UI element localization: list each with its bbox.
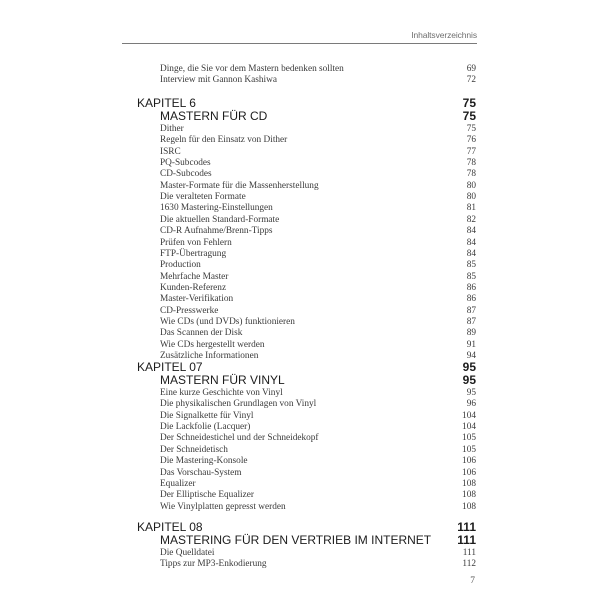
chapter-number-page: 75 xyxy=(462,96,476,110)
chapter-number-row xyxy=(0,361,600,373)
toc-entry xyxy=(0,502,600,514)
toc-entry xyxy=(0,340,600,352)
toc-entry-page: 75 xyxy=(466,124,476,134)
toc-entry-page: 105 xyxy=(462,433,476,444)
toc-entry-page: 96 xyxy=(466,399,476,410)
toc-entry-page: 85 xyxy=(466,271,476,282)
toc-entry-page: 87 xyxy=(466,317,476,327)
toc-entry-title: Tipps zur MP3-Enkodierung xyxy=(160,559,267,570)
toc-entry-title: Eine kurze Geschichte von Vinyl xyxy=(160,388,283,398)
toc-entry-page: 80 xyxy=(466,192,476,203)
toc-entry-page: 84 xyxy=(466,226,476,237)
toc-entry-page: 108 xyxy=(462,501,476,512)
toc-entry xyxy=(0,260,600,272)
toc-entry-title: Die Mastering-Konsole xyxy=(160,456,248,467)
toc-entry xyxy=(0,468,600,480)
toc-entry-page: 87 xyxy=(466,305,476,316)
toc-entry-title: Interview mit Gannon Kashiwa xyxy=(160,75,277,86)
toc-entry-title: Mehrfache Master xyxy=(160,271,229,282)
toc-entry xyxy=(0,215,600,227)
toc-entry xyxy=(0,399,600,411)
toc-entry-page: 81 xyxy=(466,203,476,214)
toc-entry-title: Production xyxy=(160,260,201,271)
chapter-title-row xyxy=(0,374,600,386)
chapter-title-page: 75 xyxy=(462,109,476,123)
chapter-number-page: 95 xyxy=(462,360,476,374)
toc-entry xyxy=(0,433,600,445)
toc-entry-page: 78 xyxy=(466,169,476,180)
toc-entry xyxy=(0,445,600,457)
chapter-title: MASTERING FÜR DEN VERTRIEB IM INTERNET xyxy=(160,533,432,547)
toc-entry-page: 108 xyxy=(462,490,476,501)
toc-entry xyxy=(0,75,600,87)
toc-entry-page: 111 xyxy=(462,548,476,558)
chapter-title-row xyxy=(0,534,600,546)
toc-entry xyxy=(0,64,600,76)
toc-entry xyxy=(0,135,600,147)
chapter-title-page: 111 xyxy=(457,533,476,547)
toc-entry-title: CD-R Aufnahme/Brenn-Tipps xyxy=(160,226,273,237)
toc-entry-page: 84 xyxy=(466,248,476,259)
toc-entry-page: 78 xyxy=(466,158,476,168)
toc-entry xyxy=(0,249,600,261)
chapter-title: MASTERN FÜR VINYL xyxy=(160,373,285,387)
toc-entry-page: 105 xyxy=(462,444,476,455)
chapter-title: MASTERN FÜR CD xyxy=(160,109,268,123)
toc-entry-page: 104 xyxy=(462,422,476,433)
toc-entry-title: Der Schneidetisch xyxy=(160,444,228,455)
toc-entry xyxy=(0,411,600,423)
toc-entry xyxy=(0,169,600,181)
toc-entry xyxy=(0,548,600,560)
toc-entry-title: CD-Presswerke xyxy=(160,305,219,316)
toc-entry-title: ISRC xyxy=(160,146,181,157)
toc-entry-title: Die Signalkette für Vinyl xyxy=(160,410,254,421)
toc-entry xyxy=(0,272,600,284)
chapter-number-row xyxy=(0,97,600,109)
toc-entry-title: CD-Subcodes xyxy=(160,169,212,180)
toc-entry-page: 104 xyxy=(462,410,476,421)
toc-entry-page: 108 xyxy=(462,478,476,489)
toc-entry xyxy=(0,479,600,491)
chapter-title-page: 95 xyxy=(462,373,476,387)
toc-entry-page: 76 xyxy=(466,135,476,146)
toc-entry-page: 85 xyxy=(466,260,476,271)
chapter-number: KAPITEL 07 xyxy=(137,360,203,374)
toc-entry-page: 86 xyxy=(466,294,476,305)
chapter-number-row xyxy=(0,521,600,533)
chapter-number-page: 111 xyxy=(457,520,476,534)
running-head-title: Inhaltsverzeichnis xyxy=(411,30,477,40)
toc-entry-title: Die veralteten Formate xyxy=(160,192,246,203)
toc-entry xyxy=(0,192,600,204)
toc-entry-title: Der Elliptische Equalizer xyxy=(160,490,254,501)
toc-entry-title: Der Schneidestichel und der Schneidekopf xyxy=(160,433,319,444)
header-rule xyxy=(122,43,477,44)
toc-entry-page: 106 xyxy=(462,467,476,478)
toc-entry-title: Dinge, die Sie vor dem Mastern bedenken sollten xyxy=(160,64,344,74)
toc-entry xyxy=(0,158,600,170)
toc-entry-title: Das Scannen der Disk xyxy=(160,328,243,339)
toc-entry xyxy=(0,456,600,468)
toc-entry-title: Zusätzliche Informationen xyxy=(160,351,259,361)
toc-entry xyxy=(0,559,600,571)
toc-entry xyxy=(0,238,600,250)
toc-entry-page: 77 xyxy=(466,146,476,157)
toc-entry-title: Prüfen von Fehlern xyxy=(160,237,232,248)
toc-entry-page: 69 xyxy=(466,64,476,74)
toc-entry-title: Master-Verifikation xyxy=(160,294,234,305)
toc-entry xyxy=(0,328,600,340)
toc-entry xyxy=(0,490,600,502)
toc-entry xyxy=(0,283,600,295)
toc-entry-title: Die aktuellen Standard-Formate xyxy=(160,214,280,225)
toc-entry-page: 84 xyxy=(466,237,476,248)
toc-entry-title: Dither xyxy=(160,124,184,134)
toc-entry-page: 72 xyxy=(466,75,476,86)
toc-entry-title: Die Quelldatei xyxy=(160,548,215,558)
toc-entry-page: 86 xyxy=(466,282,476,293)
toc-entry xyxy=(0,294,600,306)
chapter-title-row xyxy=(0,110,600,122)
page-number: 7 xyxy=(470,576,475,586)
toc-entry-title: Kunden-Referenz xyxy=(160,282,227,293)
toc-entry-page: 112 xyxy=(462,559,476,570)
toc-entry xyxy=(0,181,600,193)
toc-entry-page: 80 xyxy=(466,180,476,191)
toc-entry-title: Wie Vinylplatten gepresst werden xyxy=(160,501,286,512)
toc-entry xyxy=(0,124,600,136)
toc-entry-title: Master-Formate für die Massenherstellung xyxy=(160,180,319,191)
toc-entry-title: Wie CDs (und DVDs) funktionieren xyxy=(160,317,295,327)
chapter-number: KAPITEL 6 xyxy=(137,96,196,110)
toc-entry-title: Regeln für den Einsatz von Dither xyxy=(160,135,288,146)
toc-entry-title: Die physikalischen Grundlagen von Vinyl xyxy=(160,399,317,410)
toc-entry-title: Equalizer xyxy=(160,478,196,489)
toc-entry-title: FTP-Übertragung xyxy=(160,248,227,259)
toc-entry-title: Das Vorschau-System xyxy=(160,467,242,478)
toc-entry xyxy=(0,317,600,329)
chapter-number: KAPITEL 08 xyxy=(137,520,203,534)
toc-entry-page: 95 xyxy=(466,388,476,398)
toc-entry-title: Die Lackfolie (Lacquer) xyxy=(160,422,251,433)
toc-entry xyxy=(0,203,600,215)
toc-entry xyxy=(0,388,600,400)
toc-entry-page: 106 xyxy=(462,456,476,467)
toc-entry-page: 94 xyxy=(466,351,476,361)
toc-entry-page: 89 xyxy=(466,328,476,339)
toc-entry xyxy=(0,226,600,238)
toc-entry-title: 1630 Mastering-Einstellungen xyxy=(160,203,273,214)
toc-entry-page: 82 xyxy=(466,214,476,225)
toc-entry-title: Wie CDs hergestellt werden xyxy=(160,339,265,350)
toc-entry xyxy=(0,306,600,318)
toc-entry xyxy=(0,147,600,159)
toc-entry-title: PQ-Subcodes xyxy=(160,158,211,168)
toc-entry-page: 91 xyxy=(466,339,476,350)
